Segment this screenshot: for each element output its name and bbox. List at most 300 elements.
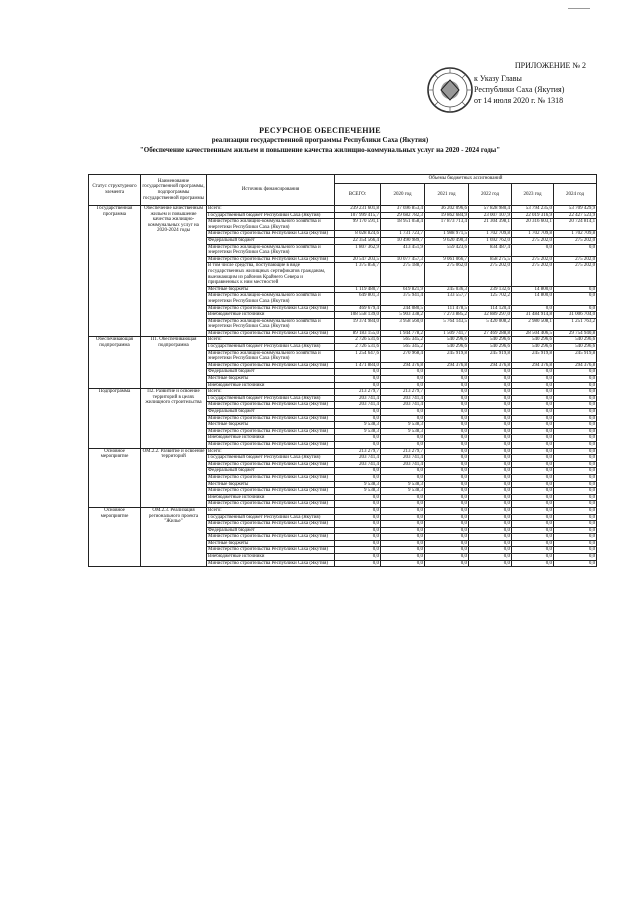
year-amount-cell: 114 120,4 [469,305,512,312]
year-amount-cell: 20 316 603,1 [512,219,554,231]
table-row [89,337,597,344]
year-amount-cell: 0,0 [425,481,469,488]
year-amount-cell: 0,0 [425,474,469,481]
funding-source-cell: Министерство строительства Республики Саха (Якутия) [207,402,335,409]
year-amount-cell: 0,0 [554,402,597,409]
year-amount-cell: 20 724 814,1 [554,219,597,231]
year-amount-cell: 0,0 [469,376,512,383]
funding-source-cell: Федеральный бюджет [207,409,335,416]
element-name-cell: П1. Обеспечивающая подпрограмма [141,337,207,389]
year-amount-cell: 0,0 [469,455,512,462]
year-amount-cell: 0,0 [381,474,425,481]
year-amount-cell: 0,0 [469,409,512,416]
year-amount-cell: 0,0 [512,527,554,534]
year-amount-cell: 0,0 [425,369,469,376]
year-amount-cell: 0,0 [469,448,512,455]
total-amount-cell: 0,0 [335,560,381,567]
year-amount-cell: 0,0 [425,428,469,435]
year-amount-cell: 18 951 058,4 [381,219,425,231]
year-amount-cell: 0,0 [469,468,512,475]
table-row [89,389,597,396]
year-amount-cell: 0,0 [554,547,597,554]
funding-source-cell: Местные бюджеты [207,286,335,293]
year-amount-cell: 0,0 [512,409,554,416]
year-amount-cell: 0,0 [512,244,554,256]
year-amount-cell: 5 903 338,2 [381,312,425,319]
year-amount-cell: 565 345,2 [381,344,425,351]
year-amount-cell: 1 988 971,5 [425,231,469,238]
year-amount-cell: 9 538,3 [381,488,425,495]
year-amount-cell: 294 376,8 [554,362,597,369]
total-amount-cell: 1 254 647,6 [335,350,381,362]
year-amount-cell: 0,0 [512,395,554,402]
funding-source-cell: В том числе средства, поступающие в виде государственных жилищных сертификатов гражданам, выезжающим из районов Крайнего Севера и приравненных к ним местностей [207,263,335,286]
total-amount-cell: 0,0 [335,540,381,547]
year-amount-cell: 0,0 [469,534,512,541]
element-status-cell: Государственная программа [89,206,141,337]
year-amount-cell: 0,0 [381,382,425,389]
funding-source-cell: Государственный бюджет Республики Саха (Якутия) [207,455,335,462]
funding-source-cell: Всего: [207,337,335,344]
year-amount-cell: 0,0 [469,481,512,488]
year-amount-cell: 0,0 [554,409,597,416]
year-amount-cell: 1 702 709,8 [469,231,512,238]
year-amount-cell: 133 557,7 [425,293,469,305]
year-amount-cell: 17 873 713,4 [425,219,469,231]
year-amount-cell: 0,0 [512,369,554,376]
funding-source-cell: Министерство строительства Республики Саха (Якутия) [207,547,335,554]
year-amount-cell: 23 007 107,9 [469,212,512,219]
total-amount-cell: 0,0 [335,514,381,521]
year-amount-cell: 540 296,6 [469,344,512,351]
funding-source-cell: Министерство жилищно-коммунального хозяйства и энергетики Республики Саха (Якутия) [207,244,335,256]
year-amount-cell: 0,0 [554,428,597,435]
year-amount-cell: 0,0 [425,448,469,455]
year-amount-cell: 0,0 [512,455,554,462]
year-amount-cell: 0,0 [425,395,469,402]
year-amount-cell: 0,0 [512,507,554,514]
year-amount-cell: 0,0 [425,468,469,475]
header-year-2021: 2021 год [425,184,469,206]
total-amount-cell: 1 375 856,7 [335,263,381,286]
year-amount-cell: 565 345,2 [381,337,425,344]
year-amount-cell: 14 800,0 [512,293,554,305]
year-amount-cell: 0,0 [469,382,512,389]
year-amount-cell: 0,0 [512,468,554,475]
year-amount-cell: 57 828 980,4 [469,206,512,213]
funding-source-cell: Местные бюджеты [207,540,335,547]
year-amount-cell: 0,0 [425,422,469,429]
year-amount-cell: 294 376,8 [425,362,469,369]
year-amount-cell: 0,0 [381,540,425,547]
year-amount-cell: 27 469 288,8 [469,330,512,337]
year-amount-cell: 0,0 [425,488,469,495]
total-amount-cell: 1 119 480,7 [335,286,381,293]
year-amount-cell: 0,0 [512,514,554,521]
annex-title: ПРИЛОЖЕНИЕ № 2 [514,61,586,70]
element-status-cell: Основное мероприятие [89,448,141,507]
year-amount-cell: 0,0 [425,415,469,422]
total-amount-cell: 22 354 566,4 [335,237,381,244]
year-amount-cell: 858 275,5 [469,256,512,263]
year-amount-cell: 53 709 429,9 [554,206,597,213]
total-amount-cell: 20 547 203,5 [335,256,381,263]
year-amount-cell: 834 487,4 [469,244,512,256]
funding-source-cell: Всего: [207,507,335,514]
funding-source-cell: Министерство строительства Республики Саха (Якутия) [207,305,335,312]
year-amount-cell: 0,0 [512,521,554,528]
year-amount-cell: 294 376,8 [512,362,554,369]
year-amount-cell: 275 202,0 [554,256,597,263]
year-amount-cell: 0,0 [554,244,597,256]
year-amount-cell: 1 731 723,7 [381,231,425,238]
total-amount-cell: 0,0 [335,547,381,554]
year-amount-cell: 0,0 [554,481,597,488]
year-amount-cell: 245 919,8 [425,350,469,362]
year-amount-cell: 0,0 [554,507,597,514]
year-amount-cell: 0,0 [425,409,469,416]
funding-source-cell: Министерство строительства Республики Саха (Якутия) [207,231,335,238]
year-amount-cell: 125 702,2 [469,293,512,305]
year-amount-cell: 275 202,0 [554,237,597,244]
official-seal-icon [426,66,474,114]
year-amount-cell: 0,0 [381,435,425,442]
year-amount-cell: 0,0 [425,455,469,462]
funding-source-cell: Министерство жилищно-коммунального хозяйства и энергетики Республики Саха (Якутия) [207,350,335,362]
year-amount-cell: 28 504 406,5 [512,330,554,337]
year-amount-cell: 22 427 523,9 [554,212,597,219]
year-amount-cell: 3 958 560,0 [381,318,425,330]
year-amount-cell: 0,0 [425,527,469,534]
year-amount-cell: 0,0 [554,468,597,475]
funding-source-cell: Министерство строительства Республики Саха (Якутия) [207,534,335,541]
header-source: Источник финансирования [207,175,335,206]
year-amount-cell: 0,0 [554,293,597,305]
funding-source-cell: Министерство строительства Республики Саха (Якутия) [207,362,335,369]
funding-source-cell: Министерство строительства Республики Саха (Якутия) [207,488,335,495]
year-amount-cell: 9 061 066,7 [425,256,469,263]
year-amount-cell: 0,0 [425,382,469,389]
year-amount-cell: 0,0 [469,474,512,481]
year-amount-cell: 0,0 [381,501,425,508]
year-amount-cell: 245 036,3 [425,286,469,293]
year-amount-cell: 0,0 [512,441,554,448]
year-amount-cell: 0,0 [512,554,554,561]
year-amount-cell: 0,0 [381,369,425,376]
total-amount-cell: 107 999 415,7 [335,212,381,219]
funding-source-cell: Государственный бюджет Республики Саха (Якутия) [207,212,335,219]
year-amount-cell: 0,0 [554,305,597,312]
total-amount-cell: 108 558 139,0 [335,312,381,319]
year-amount-cell: 0,0 [512,547,554,554]
year-amount-cell: 36 202 096,6 [425,206,469,213]
year-amount-cell: 0,0 [554,554,597,561]
year-amount-cell: 0,0 [554,560,597,567]
header-name: Наименование государственной программы, подпрограммы государственной программы [141,175,207,206]
year-amount-cell: 0,0 [381,534,425,541]
year-amount-cell: 32 889 297,0 [469,312,512,319]
year-amount-cell: 245 919,8 [512,350,554,362]
total-amount-cell: 9 538,3 [335,488,381,495]
year-amount-cell: 0,0 [469,428,512,435]
total-amount-cell: 0,0 [335,474,381,481]
annex-line-2: Республики Саха (Якутия) [474,85,565,94]
header-year-2022: 2022 год [469,184,512,206]
year-amount-cell: 294 376,8 [381,362,425,369]
year-amount-cell: 9 538,3 [381,422,425,429]
year-amount-cell: 245 919,8 [469,350,512,362]
funding-source-cell: Федеральный бюджет [207,237,335,244]
year-amount-cell: 0,0 [425,376,469,383]
year-amount-cell: 0,0 [469,402,512,409]
annex-line-1: к Указу Главы [474,74,522,83]
total-amount-cell: 0,0 [335,527,381,534]
year-amount-cell: 9 538,3 [381,428,425,435]
year-amount-cell: 0,0 [469,527,512,534]
year-amount-cell: 5 764 143,5 [425,318,469,330]
year-amount-cell: 29 754 940,8 [554,330,597,337]
year-amount-cell: 0,0 [512,501,554,508]
year-amount-cell: 19 862 684,9 [425,212,469,219]
year-amount-cell: 540 296,6 [425,337,469,344]
year-amount-cell: 0,0 [512,448,554,455]
header-total: ВСЕГО: [335,184,381,206]
total-amount-cell: 649 801,3 [335,293,381,305]
year-amount-cell: 0,0 [512,540,554,547]
funding-source-cell: Министерство строительства Республики Саха (Якутия) [207,256,335,263]
total-amount-cell: 0,0 [335,409,381,416]
year-amount-cell: 275 202,0 [469,263,512,286]
year-amount-cell: 275 188,7 [381,263,425,286]
year-amount-cell: 619 821,9 [381,286,425,293]
year-amount-cell: 275 062,0 [425,263,469,286]
year-amount-cell: 9 620 490,3 [425,237,469,244]
year-amount-cell: 0,0 [425,521,469,528]
total-amount-cell: 89 183 155,0 [335,330,381,337]
element-name-cell: ОМ.2.3. Реализация регионального проекта "Жилье" [141,507,207,566]
funding-source-cell: Министерство строительства Республики Саха (Якутия) [207,330,335,337]
year-amount-cell: 1 702 709,8 [512,231,554,238]
year-amount-cell: 0,0 [554,382,597,389]
table-row [89,206,597,213]
funding-source-cell: Внебюджетные источники [207,312,335,319]
funding-source-cell: Министерство строительства Республики Саха (Якутия) [207,501,335,508]
document-heading [80,126,560,155]
total-amount-cell: 2 726 531,6 [335,344,381,351]
total-amount-cell: 1 807 362,9 [335,244,381,256]
total-amount-cell: 213 279,7 [335,389,381,396]
year-amount-cell: 5 420 008,2 [469,318,512,330]
year-amount-cell: 0,0 [425,389,469,396]
year-amount-cell: 275 202,0 [512,237,554,244]
year-amount-cell: 203 741,4 [381,402,425,409]
total-amount-cell: 469 679,4 [335,305,381,312]
funding-source-cell: Министерство жилищно-коммунального хозяйства и энергетики Республики Саха (Якутия) [207,293,335,305]
year-amount-cell: 0,0 [512,461,554,468]
year-amount-cell: 559 423,6 [425,244,469,256]
year-amount-cell: 0,0 [554,474,597,481]
year-amount-cell: 1 702 709,8 [554,231,597,238]
year-amount-cell: 0,0 [381,376,425,383]
funding-source-cell: Местные бюджеты [207,422,335,429]
funding-source-cell: Всего: [207,389,335,396]
funding-source-cell: Министерство строительства Республики Саха (Якутия) [207,474,335,481]
year-amount-cell: 0,0 [512,488,554,495]
year-amount-cell: 0,0 [381,527,425,534]
year-amount-cell: 10 490 989,7 [381,237,425,244]
funding-source-cell: Федеральный бюджет [207,468,335,475]
year-amount-cell: 29 682 782,3 [381,212,425,219]
year-amount-cell: 0,0 [512,560,554,567]
total-amount-cell: 9 538,3 [335,481,381,488]
year-amount-cell: 540 296,6 [554,337,597,344]
element-name-cell: Обеспечение качественным жильем и повышение качества жилищно-коммунальных услуг на 2020-2024 годы [141,206,207,337]
year-amount-cell: 9 538,3 [381,481,425,488]
header-year-2020: 2020 год [381,184,425,206]
funding-source-cell: Государственный бюджет Республики Саха (Якутия) [207,344,335,351]
table-row [89,448,597,455]
year-amount-cell: 0,0 [469,554,512,561]
year-amount-cell: 0,0 [381,554,425,561]
funding-source-cell: Государственный бюджет Республики Саха (Якутия) [207,514,335,521]
total-amount-cell: 19 374 984,0 [335,318,381,330]
year-amount-cell: 0,0 [554,286,597,293]
year-amount-cell: 0,0 [554,494,597,501]
total-amount-cell: 203 741,4 [335,455,381,462]
year-amount-cell: 21 304 398,1 [469,219,512,231]
year-amount-cell: 0,0 [554,540,597,547]
year-amount-cell: 0,0 [425,402,469,409]
total-amount-cell: 0,0 [335,501,381,508]
year-amount-cell: 0,0 [512,376,554,383]
funding-source-cell: Министерство строительства Республики Саха (Якутия) [207,428,335,435]
total-amount-cell: 2 726 531,6 [335,337,381,344]
funding-source-cell: Министерство строительства Республики Саха (Якутия) [207,441,335,448]
year-amount-cell: 0,0 [425,461,469,468]
year-amount-cell: 0,0 [554,415,597,422]
year-amount-cell: 0,0 [554,448,597,455]
element-status-cell: Основное мероприятие [89,507,141,566]
year-amount-cell: 0,0 [425,514,469,521]
element-status-cell: Подпрограмма [89,389,141,448]
year-amount-cell: 0,0 [469,540,512,547]
year-amount-cell: 0,0 [381,514,425,521]
year-amount-cell: 0,0 [425,435,469,442]
year-amount-cell: 7 273 885,2 [425,312,469,319]
year-amount-cell: 0,0 [512,305,554,312]
year-amount-cell: 10 077 457,3 [381,256,425,263]
funding-source-cell: Внебюджетные источники [207,435,335,442]
total-amount-cell: 203 741,4 [335,402,381,409]
year-amount-cell: 0,0 [554,527,597,534]
year-amount-cell: 0,0 [469,501,512,508]
year-amount-cell: 0,0 [469,415,512,422]
year-amount-cell: 0,0 [469,461,512,468]
year-amount-cell: 0,0 [469,389,512,396]
funding-source-cell: Всего: [207,448,335,455]
year-amount-cell: 213 279,7 [381,448,425,455]
year-amount-cell: 0,0 [554,461,597,468]
heading-title: РЕСУРСНОЕ ОБЕСПЕЧЕНИЕ [259,126,381,135]
total-amount-cell: 203 741,4 [335,395,381,402]
year-amount-cell: 0,0 [469,494,512,501]
funding-source-cell: Министерство строительства Республики Саха (Якутия) [207,521,335,528]
year-amount-cell: 0,0 [512,402,554,409]
total-amount-cell: 0,0 [335,415,381,422]
year-amount-cell: 275 202,0 [554,263,597,286]
year-amount-cell: 0,0 [469,521,512,528]
year-amount-cell: 413 451,9 [381,244,425,256]
heading-program-name: "Обеспечение качественным жильем и повышение качества жилищно-коммунальных услуг на 2020 - 2024 годы" [139,146,501,154]
total-amount-cell: 1 471 884,0 [335,362,381,369]
year-amount-cell: 245 919,8 [554,350,597,362]
year-amount-cell: 0,0 [512,428,554,435]
year-amount-cell: 0,0 [469,369,512,376]
year-amount-cell: 294 376,8 [469,362,512,369]
year-amount-cell: 0,0 [554,369,597,376]
year-amount-cell: 0,0 [512,389,554,396]
year-amount-cell: 540 296,6 [425,344,469,351]
funding-source-cell: Внебюджетные источники [207,554,335,561]
year-amount-cell: 0,0 [469,441,512,448]
year-amount-cell: 0,0 [512,474,554,481]
element-name-cell: П2. Развитие и освоение территорий в целях жилищного строительства [141,389,207,448]
year-amount-cell: 540 296,6 [469,337,512,344]
total-amount-cell: 0,0 [335,376,381,383]
total-amount-cell: 0,0 [335,554,381,561]
year-amount-cell: 0,0 [469,488,512,495]
total-amount-cell: 0,0 [335,521,381,528]
year-amount-cell: 1 944 778,2 [381,330,425,337]
heading-subtitle: реализации государственной программы Республики Саха (Якутия) [211,136,429,144]
year-amount-cell: 540 296,6 [512,337,554,344]
total-amount-cell: 0,0 [335,369,381,376]
year-amount-cell: 53 794 235,0 [512,206,554,213]
year-amount-cell: 0,0 [381,468,425,475]
total-amount-cell: 0,0 [335,534,381,541]
year-amount-cell: 0,0 [512,481,554,488]
funding-source-cell: Министерство строительства Республики Саха (Якутия) [207,560,335,567]
year-amount-cell: 0,0 [381,521,425,528]
funding-source-cell: Местные бюджеты [207,481,335,488]
year-amount-cell: 111 478,5 [425,305,469,312]
total-amount-cell: 239 231 601,8 [335,206,381,213]
year-amount-cell: 0,0 [425,560,469,567]
year-amount-cell: 0,0 [554,501,597,508]
total-amount-cell: 0,0 [335,468,381,475]
year-amount-cell: 1 692 762,0 [469,237,512,244]
year-amount-cell: 0,0 [554,376,597,383]
year-amount-cell: 0,0 [469,514,512,521]
total-amount-cell: 8 028 824,6 [335,231,381,238]
header-volume: Объемы бюджетных ассигнований [335,175,597,184]
year-amount-cell: 0,0 [512,435,554,442]
funding-source-cell: Федеральный бюджет [207,369,335,376]
annex-line-3: от 14 июля 2020 г. № 1318 [474,96,564,105]
year-amount-cell: 213 279,7 [381,389,425,396]
year-amount-cell: 244 080,5 [381,305,425,312]
total-amount-cell: 99 170 591,1 [335,219,381,231]
year-amount-cell: 0,0 [554,534,597,541]
year-amount-cell: 0,0 [381,409,425,416]
header-year-2024: 2024 год [554,184,597,206]
year-amount-cell: 0,0 [381,507,425,514]
year-amount-cell: 0,0 [469,560,512,567]
year-amount-cell: 0,0 [425,494,469,501]
year-amount-cell: 0,0 [425,441,469,448]
funding-source-cell: Федеральный бюджет [207,527,335,534]
year-amount-cell: 0,0 [469,507,512,514]
